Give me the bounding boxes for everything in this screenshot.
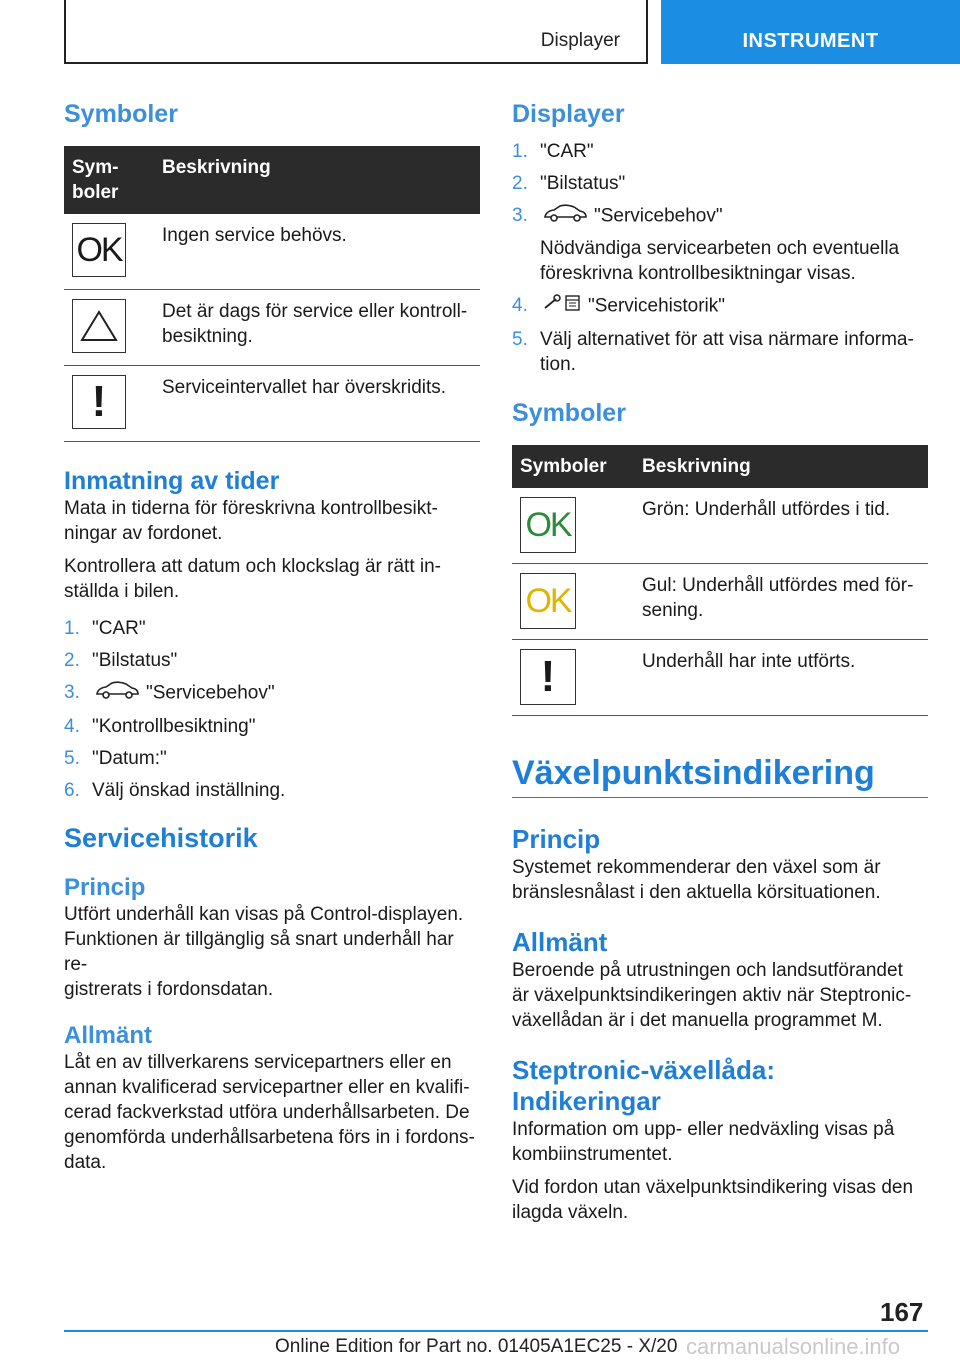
list-item: 6. Välj önskad inställning. [64,780,286,801]
table-header-symbols: Symboler [512,445,634,488]
list-item: 2. "Bilstatus" [64,650,178,671]
symbols-table [64,146,480,442]
inmatning-paragraph-1: Mata in tiderna för föreskrivna kontrollbesikt- ningar av fordonet. [64,498,438,544]
inmatning-heading: Inmatning av tider [64,467,280,495]
list-item: 1. "CAR" [512,141,594,162]
list-item: 5. "Datum:" [64,748,167,769]
warning-triangle-icon [72,299,126,353]
table-row [64,290,480,366]
symbols-heading-2: Symboler [512,399,626,427]
displayer-steps [512,139,928,377]
footer-edition: Online Edition for Part no. 01405A1EC25 - X/20 [275,1336,678,1357]
ok-green-icon: OK [520,497,576,553]
vaxel-allmant-heading: Allmänt [512,927,608,957]
car-icon [94,680,140,707]
row-description: Det är dags för service eller kontroll- besiktning. [154,290,480,366]
symbols-heading: Symboler [64,100,178,128]
table-header-description: Beskrivning [154,146,480,214]
page-number: 167 [880,1297,924,1327]
ok-icon: OK [72,223,126,277]
inmatning-paragraph-2: Kontrollera att datum och klockslag är rätt in- ställda i bilen. [64,556,442,602]
servicehistorik-heading: Servicehistorik [64,823,258,853]
footer-rule [64,1330,928,1332]
table-row [64,214,480,290]
header-section-title: Displayer [540,30,620,51]
list-item: 5. Välj alternativet för att visa närmare informa- tion. [512,329,914,375]
list-item: 2. "Bilstatus" [512,173,626,194]
displayer-heading: Displayer [512,100,625,128]
allmant-paragraph: Låt en av tillverkarens servicepartners eller en annan kvalificerad servicepartner eller en kvalifi- cerad fackverkstad utföra underhållsarbeten. De genomförda underhållsarbetena förs in i fordons- data. [64,1052,475,1173]
header-section-box [64,0,648,64]
steptronic-paragraph-1: Information om upp- eller nedväxling visas på kombiinstrumentet. [512,1119,895,1165]
allmant-heading: Allmänt [64,1022,153,1049]
left-column [64,100,480,1175]
table-header-symbols: Sym- boler [64,146,154,214]
list-item: 1. "CAR" [64,618,146,639]
inmatning-steps [64,616,480,803]
exclamation-icon: ! [520,649,576,705]
list-item: 4. "Servicehistorik" [512,293,928,320]
row-description: Underhåll har inte utförts. [634,640,928,716]
heading-rule [512,797,928,798]
right-column [512,100,928,1225]
exclamation-icon: ! [72,375,126,429]
header-chapter-tab: INSTRUMENT [661,0,960,64]
row-description: Ingen service behövs. [154,214,480,290]
steptronic-heading: Steptronic-växellåda: Indikeringar [512,1055,775,1116]
table-row [512,564,928,640]
list-item: 3. "Servicebehov" [64,680,480,707]
footer-watermark[interactable]: carmanualsonline.info [686,1334,901,1359]
list-item: 4. "Kontrollbesiktning" [64,716,256,737]
table-row [64,366,480,442]
list-item: 3. "Servicebehov" Nödvändiga servicearbeten och eventuella föreskrivna kontrollbesiktningar visas. [512,203,928,286]
table-header-description: Beskrivning [634,445,928,488]
vaxel-allmant-paragraph: Beroende på utrustningen och landsutförandet är växelpunktsindikeringen aktiv när Steptronic- växellådan är i det manuella programmet M. [512,960,912,1031]
ok-yellow-icon: OK [520,573,576,629]
vaxel-princip-paragraph: Systemet rekommenderar den växel som är bränslesnålast i den aktuella körsituationen. [512,857,881,903]
princip-heading: Princip [64,874,146,901]
steptronic-paragraph-2: Vid fordon utan växelpunktsindikering visas den ilagda växeln. [512,1177,914,1223]
row-description: Grön: Underhåll utfördes i tid. [634,488,928,564]
car-icon [542,203,588,230]
vaxel-heading: Växelpunktsindikering [512,754,875,792]
table-row [512,488,928,564]
row-description: Serviceintervallet har överskridits. [154,366,480,442]
symbols-table-2 [512,445,928,716]
service-history-icon [542,293,582,320]
princip-paragraph: Utfört underhåll kan visas på Control-displayen. Funktionen är tillgänglig så snart underhåll har re- gistrerats i fordonsdatan. [64,904,464,1000]
table-row [512,640,928,716]
vaxel-princip-heading: Princip [512,824,601,854]
list-item-subtext: Nödvändiga servicearbeten och eventuella föreskrivna kontrollbesiktningar visas. [540,238,900,284]
row-description: Gul: Underhåll utfördes med för- sening. [634,564,928,640]
